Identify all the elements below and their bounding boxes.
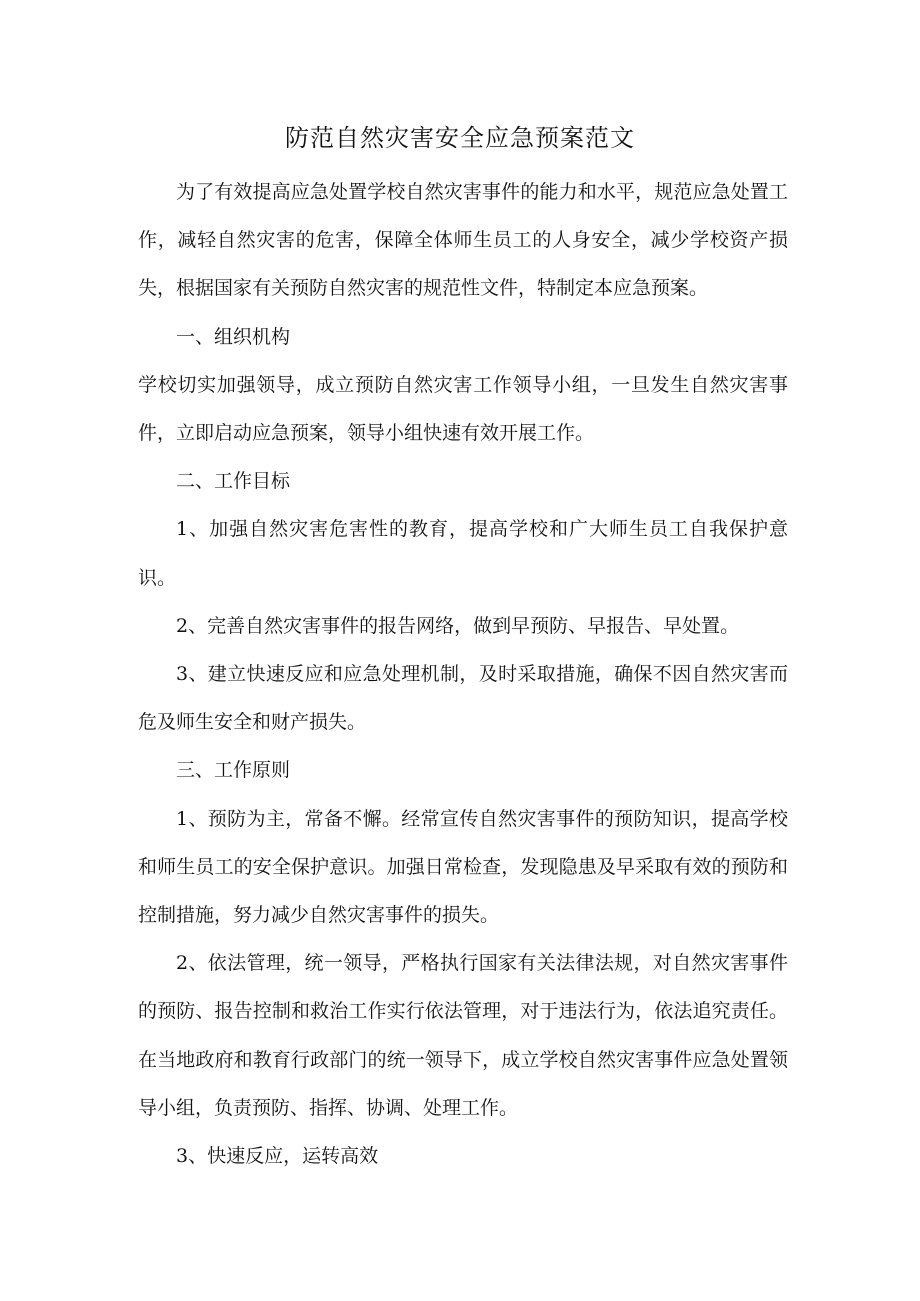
intro-paragraph: 为了有效提高应急处置学校自然灾害事件的能力和水平，规范应急处置工作，减轻自然灾害的危害，保障全体师生员工的人身安全，减少学校资产损失，根据国家有关预防自然灾害的规范性文件，特制定本应急预案。 <box>138 181 788 300</box>
goal-item-2: 2、完善自然灾害事件的报告网络，做到早预防、早报告、早处置。 <box>176 614 740 637</box>
principle-item-3: 3、快速反应，运转高效 <box>176 1145 379 1168</box>
section-heading-organization: 一、组织机构 <box>176 325 291 348</box>
goal-item-1: 1、加强自然灾害危害性的教育，提高学校和广大师生员工自我保护意识。 <box>138 518 788 589</box>
principle-item-2: 2、依法管理，统一领导，严格执行国家有关法律法规，对自然灾害事件的预防、报告控制和救治工作实行依法管理，对于违法行为，依法追究责任。在当地政府和教育行政部门的统一领导下，成立学校自然灾害事件应急处置领导小组，负责预防、指挥、协调、处理工作。 <box>138 952 788 1119</box>
document-title: 防范自然灾害安全应急预案范文 <box>285 124 635 152</box>
goal-item-3: 3、建立快速反应和应急处理机制，及时采取措施，确保不因自然灾害而危及师生安全和财产损失。 <box>138 663 788 734</box>
document-body <box>138 168 788 1180</box>
section-heading-principles: 三、工作原则 <box>176 759 291 782</box>
section-heading-goals: 二、工作目标 <box>176 470 291 493</box>
organization-paragraph: 学校切实加强领导，成立预防自然灾害工作领导小组，一旦发生自然灾害事件，立即启动应急预案，领导小组快速有效开展工作。 <box>138 373 788 445</box>
principle-item-1: 1、预防为主，常备不懈。经常宣传自然灾害事件的预防知识，提高学校和师生员工的安全保护意识。加强日常检查，发现隐患及早采取有效的预防和控制措施，努力减少自然灾害事件的损失。 <box>138 807 788 927</box>
